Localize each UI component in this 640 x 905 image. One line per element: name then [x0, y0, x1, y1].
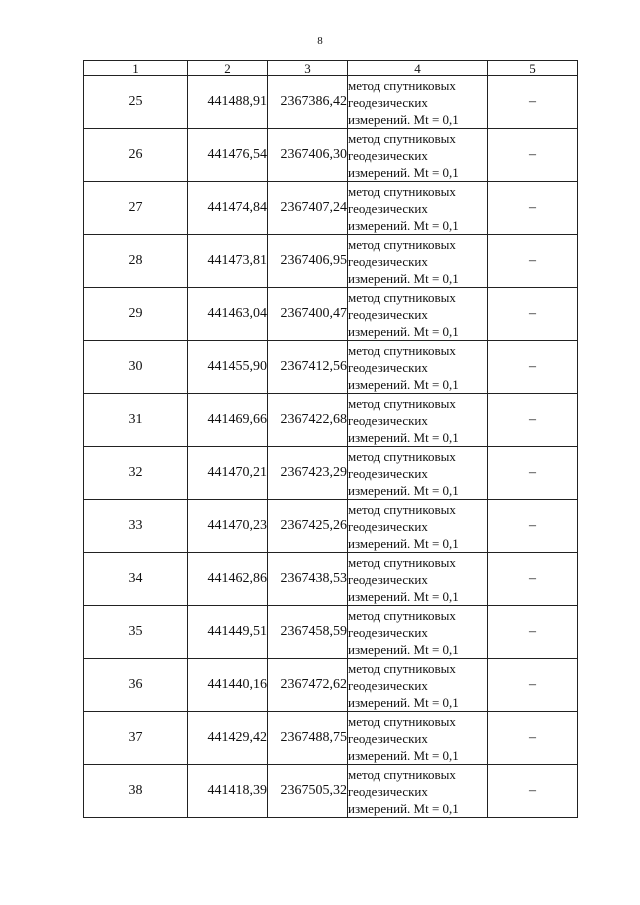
coordinate-x: 441429,42	[188, 712, 268, 765]
method-text-line: геодезических	[348, 465, 428, 481]
method-text-line: измерений. Mt = 0,1	[348, 588, 459, 604]
method-text-line: метод спутниковых	[348, 183, 456, 199]
coordinates-table	[83, 60, 578, 818]
note-cell: –	[488, 76, 578, 129]
method-cell	[348, 765, 488, 818]
note-cell: –	[488, 235, 578, 288]
table-row	[84, 76, 578, 129]
method-text-line: метод спутниковых	[348, 130, 456, 146]
coordinate-y: 2367412,56	[268, 341, 348, 394]
table-row	[84, 341, 578, 394]
coordinate-y: 2367488,75	[268, 712, 348, 765]
method-text-line: геодезических	[348, 147, 428, 163]
method-text-line: геодезических	[348, 624, 428, 640]
coordinate-y: 2367472,62	[268, 659, 348, 712]
method-text-line: геодезических	[348, 94, 428, 110]
point-number: 36	[84, 659, 188, 712]
note-cell: –	[488, 500, 578, 553]
method-text-line: измерений. Mt = 0,1	[348, 217, 459, 233]
point-number: 35	[84, 606, 188, 659]
method-cell	[348, 394, 488, 447]
point-number: 37	[84, 712, 188, 765]
method-text-line: измерений. Mt = 0,1	[348, 323, 459, 339]
coordinate-y: 2367458,59	[268, 606, 348, 659]
method-text-line: измерений. Mt = 0,1	[348, 535, 459, 551]
method-text-line: геодезических	[348, 783, 428, 799]
method-text-line: метод спутниковых	[348, 236, 456, 252]
page-number: 8	[317, 35, 323, 47]
table-row	[84, 288, 578, 341]
note-cell: –	[488, 129, 578, 182]
table-row	[84, 235, 578, 288]
point-number: 34	[84, 553, 188, 606]
point-number: 32	[84, 447, 188, 500]
coordinate-x: 441473,81	[188, 235, 268, 288]
method-text-line: метод спутниковых	[348, 501, 456, 517]
coordinate-y: 2367423,29	[268, 447, 348, 500]
method-text-line: геодезических	[348, 359, 428, 375]
method-cell	[348, 341, 488, 394]
note-cell: –	[488, 553, 578, 606]
table-row	[84, 500, 578, 553]
coordinate-x: 441440,16	[188, 659, 268, 712]
coordinate-x: 441418,39	[188, 765, 268, 818]
coordinate-x: 441476,54	[188, 129, 268, 182]
note-cell: –	[488, 341, 578, 394]
point-number: 28	[84, 235, 188, 288]
coordinate-y: 2367386,42	[268, 76, 348, 129]
method-text-line: геодезических	[348, 730, 428, 746]
note-cell: –	[488, 288, 578, 341]
method-text-line: метод спутниковых	[348, 448, 456, 464]
coordinate-x: 441455,90	[188, 341, 268, 394]
point-number: 25	[84, 76, 188, 129]
method-cell	[348, 76, 488, 129]
method-text-line: метод спутниковых	[348, 713, 456, 729]
method-text-line: метод спутниковых	[348, 342, 456, 358]
coordinate-y: 2367400,47	[268, 288, 348, 341]
method-cell	[348, 447, 488, 500]
coordinate-y: 2367505,32	[268, 765, 348, 818]
method-text-line: метод спутниковых	[348, 395, 456, 411]
coordinate-x: 441463,04	[188, 288, 268, 341]
method-cell	[348, 659, 488, 712]
method-text-line: геодезических	[348, 200, 428, 216]
method-text-line: измерений. Mt = 0,1	[348, 800, 459, 816]
table-row	[84, 394, 578, 447]
method-text-line: измерений. Mt = 0,1	[348, 270, 459, 286]
table-row	[84, 765, 578, 818]
method-text-line: измерений. Mt = 0,1	[348, 482, 459, 498]
point-number: 31	[84, 394, 188, 447]
method-cell	[348, 182, 488, 235]
method-text-line: метод спутниковых	[348, 289, 456, 305]
coordinate-y: 2367422,68	[268, 394, 348, 447]
method-cell	[348, 553, 488, 606]
method-text-line: метод спутниковых	[348, 766, 456, 782]
method-text-line: измерений. Mt = 0,1	[348, 747, 459, 763]
table-body	[84, 76, 578, 818]
method-text-line: метод спутниковых	[348, 77, 456, 93]
coordinate-y: 2367407,24	[268, 182, 348, 235]
coordinate-y: 2367425,26	[268, 500, 348, 553]
method-text-line: метод спутниковых	[348, 554, 456, 570]
note-cell: –	[488, 712, 578, 765]
coordinate-x: 441470,21	[188, 447, 268, 500]
method-text-line: геодезических	[348, 518, 428, 534]
method-text-line: измерений. Mt = 0,1	[348, 429, 459, 445]
table-header-row	[84, 61, 578, 76]
point-number: 26	[84, 129, 188, 182]
method-cell	[348, 129, 488, 182]
note-cell: –	[488, 606, 578, 659]
coordinate-x: 441474,84	[188, 182, 268, 235]
method-text-line: измерений. Mt = 0,1	[348, 164, 459, 180]
method-text-line: измерений. Mt = 0,1	[348, 641, 459, 657]
point-number: 33	[84, 500, 188, 553]
coordinate-x: 441469,66	[188, 394, 268, 447]
method-text-line: геодезических	[348, 306, 428, 322]
coordinate-x: 441470,23	[188, 500, 268, 553]
table-row	[84, 553, 578, 606]
table-row	[84, 182, 578, 235]
method-text-line: геодезических	[348, 571, 428, 587]
table-row	[84, 712, 578, 765]
method-cell	[348, 712, 488, 765]
method-text-line: геодезических	[348, 677, 428, 693]
header-col-5: 5	[488, 61, 578, 76]
coordinate-y: 2367438,53	[268, 553, 348, 606]
method-text-line: измерений. Mt = 0,1	[348, 111, 459, 127]
method-cell	[348, 288, 488, 341]
coordinate-x: 441462,86	[188, 553, 268, 606]
method-text-line: измерений. Mt = 0,1	[348, 376, 459, 392]
table-row	[84, 606, 578, 659]
coordinate-y: 2367406,95	[268, 235, 348, 288]
method-text-line: метод спутниковых	[348, 607, 456, 623]
coordinate-x: 441488,91	[188, 76, 268, 129]
note-cell: –	[488, 447, 578, 500]
method-text-line: измерений. Mt = 0,1	[348, 694, 459, 710]
point-number: 27	[84, 182, 188, 235]
note-cell: –	[488, 394, 578, 447]
coordinate-y: 2367406,30	[268, 129, 348, 182]
method-text-line: метод спутниковых	[348, 660, 456, 676]
note-cell: –	[488, 659, 578, 712]
note-cell: –	[488, 182, 578, 235]
header-col-3: 3	[268, 61, 348, 76]
method-text-line: геодезических	[348, 412, 428, 428]
point-number: 30	[84, 341, 188, 394]
point-number: 38	[84, 765, 188, 818]
table-row	[84, 659, 578, 712]
method-cell	[348, 235, 488, 288]
header-col-4: 4	[348, 61, 488, 76]
table-row	[84, 447, 578, 500]
table-row	[84, 129, 578, 182]
header-col-2: 2	[188, 61, 268, 76]
method-cell	[348, 606, 488, 659]
point-number: 29	[84, 288, 188, 341]
method-cell	[348, 500, 488, 553]
header-col-1: 1	[84, 61, 188, 76]
note-cell: –	[488, 765, 578, 818]
coordinate-x: 441449,51	[188, 606, 268, 659]
method-text-line: геодезических	[348, 253, 428, 269]
